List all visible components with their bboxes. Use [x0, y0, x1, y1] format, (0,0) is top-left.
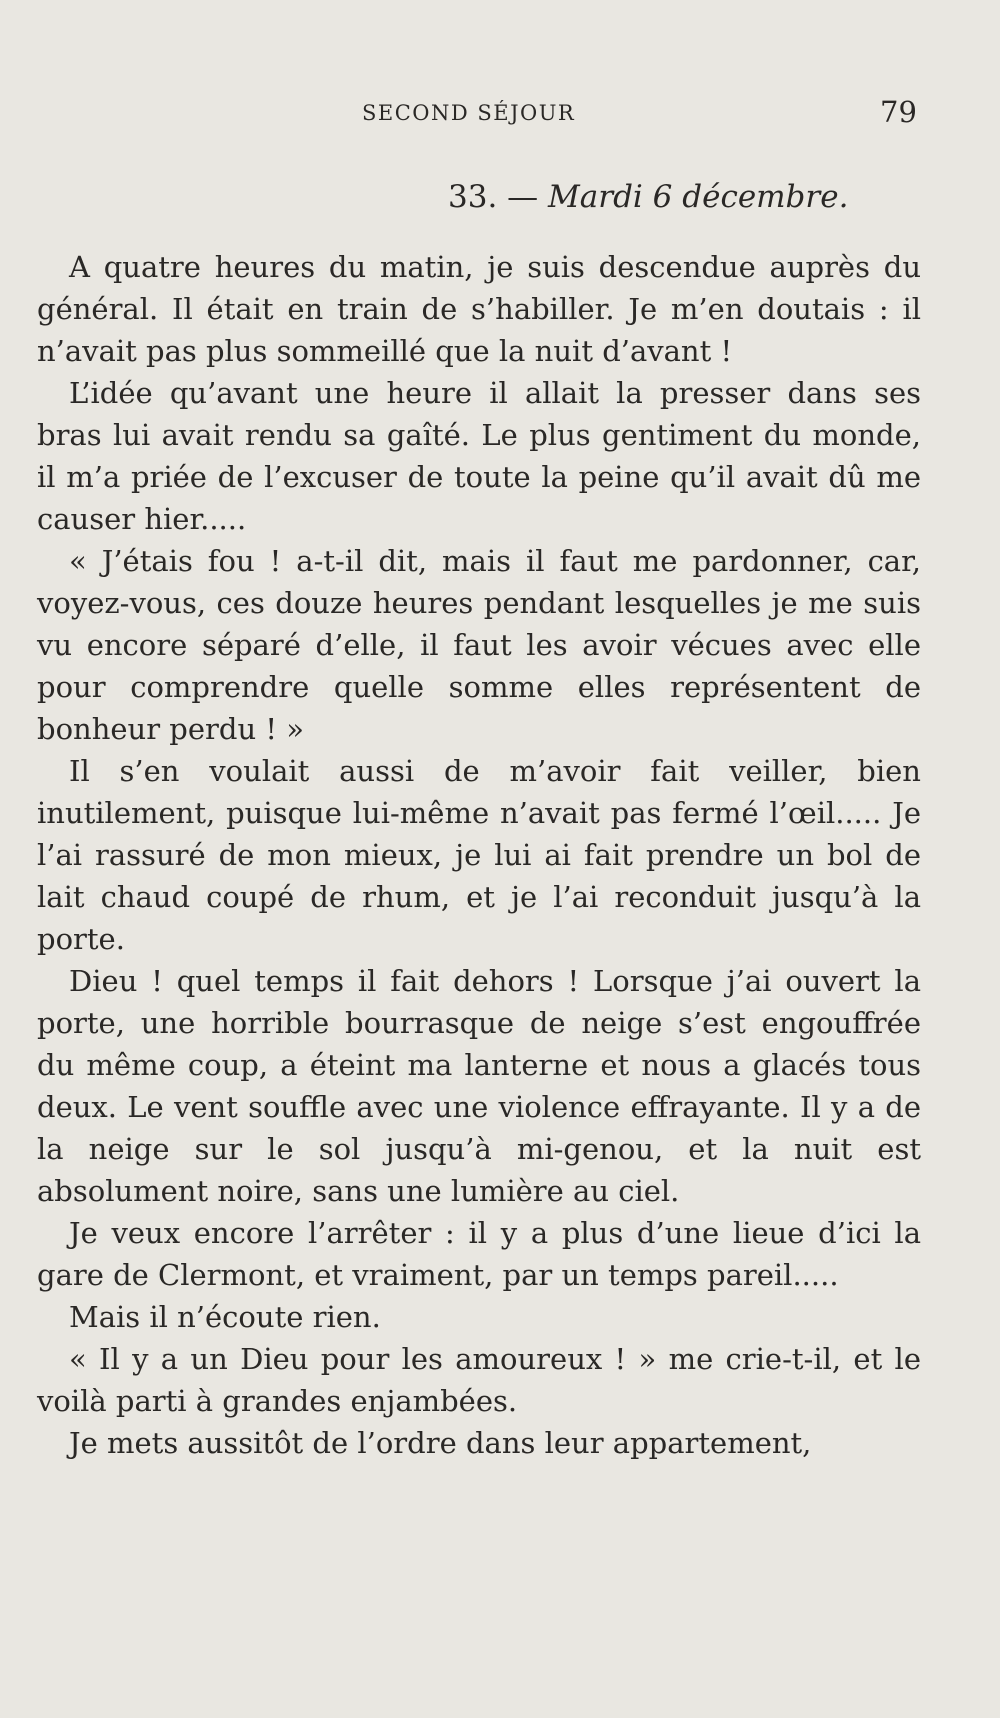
entry-number: 33.: [448, 179, 498, 215]
page-number: 79: [880, 95, 917, 129]
journal-text: [37, 246, 921, 1464]
entry-dash: —: [507, 179, 539, 215]
paragraph: Je mets aussitôt de l’ordre dans leur appartement,: [69, 1426, 812, 1460]
paragraph: Il s’en voulait aussi de m’avoir fait veiller, bien inutilement, puisque lui-même n’avait pas fermé l’œil..... Je l’ai rassuré de mon mieux, je lui ai fait prendre un bol de lait chaud coupé de rhum, et je l’ai reconduit jusqu’à la porte.: [37, 754, 921, 956]
paragraph: L’idée qu’avant une heure il allait la presser dans ses bras lui avait rendu sa gaîté. Le plus gentiment du monde, il m’a priée de l’excuser de toute la peine qu’il avait dû me causer hier.....: [37, 376, 921, 536]
entry-heading: [448, 177, 848, 217]
running-head: [0, 96, 1000, 130]
entry-date: Mardi 6 décembre.: [548, 179, 849, 215]
paragraph: « J’étais fou ! a-t-il dit, mais il faut me pardonner, car, voyez-vous, ces douze heures pendant lesquelles je me suis vu encore séparé d’elle, il faut les avoir vécues avec elle pour comprendre quelle somme elles représentent de bonheur perdu ! »: [37, 544, 921, 746]
paragraph: A quatre heures du matin, je suis descendue auprès du général. Il était en train de s’habiller. Je m’en doutais : il n’avait pas plus sommeillé que la nuit d’avant !: [37, 250, 921, 368]
paragraph: Dieu ! quel temps il fait dehors ! Lorsque j’ai ouvert la porte, une horrible bourrasque de neige s’est engouffrée du même coup, a éteint ma lanterne et nous a glacés tous deux. Le vent souffle avec une violence effrayante. Il y a de la neige sur le sol jusqu’à mi-genou, et la nuit est absolument noire, sans une lumière au ciel.: [37, 964, 921, 1208]
paragraph: Mais il n’écoute rien.: [69, 1300, 381, 1334]
paragraph: « Il y a un Dieu pour les amoureux ! » me crie-t-il, et le voilà parti à grandes enjambées.: [37, 1342, 921, 1418]
paragraph: Je veux encore l’arrêter : il y a plus d’une lieue d’ici la gare de Clermont, et vraiment, par un temps pareil.....: [37, 1216, 921, 1292]
running-title: SECOND SÉJOUR: [362, 101, 576, 125]
